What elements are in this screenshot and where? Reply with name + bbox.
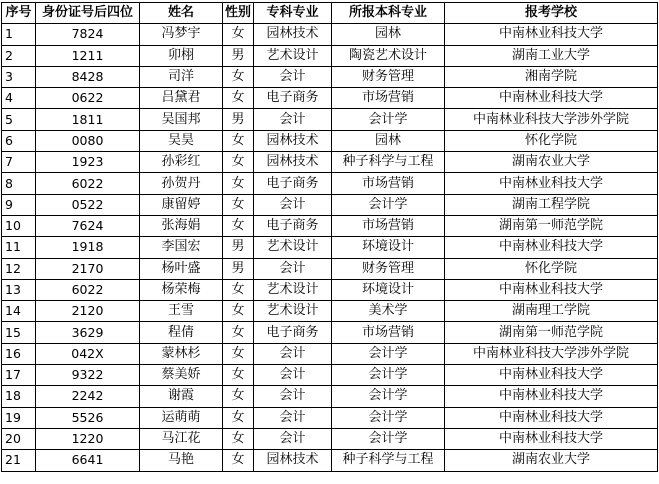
table-row [2, 24, 658, 45]
cell-college-major: 艺术设计 [254, 237, 332, 258]
cell-name: 杨叶盛 [140, 258, 223, 279]
table-header [2, 3, 658, 24]
cell-name: 吕黛君 [140, 88, 223, 109]
cell-gender: 女 [223, 301, 254, 322]
cell-name: 吴昊 [140, 130, 223, 151]
cell-school: 湖南农业大学 [445, 450, 658, 471]
cell-id-last4: 8428 [36, 66, 140, 87]
table-row [2, 386, 658, 407]
cell-gender: 男 [223, 258, 254, 279]
table-row [2, 365, 658, 386]
cell-id-last4: 0080 [36, 130, 140, 151]
cell-applied-major: 会计学 [332, 407, 445, 428]
cell-applied-major: 市场营销 [332, 215, 445, 236]
cell-seq: 15 [2, 322, 36, 343]
cell-school: 湖南工业大学 [445, 45, 658, 66]
cell-college-major: 电子商务 [254, 88, 332, 109]
cell-gender: 女 [223, 343, 254, 364]
cell-school: 中南林业科技大学 [445, 428, 658, 449]
cell-school: 怀化学院 [445, 258, 658, 279]
cell-school: 中南林业科技大学 [445, 279, 658, 300]
cell-college-major: 艺术设计 [254, 45, 332, 66]
cell-name: 蔡美娇 [140, 365, 223, 386]
cell-id-last4: 2170 [36, 258, 140, 279]
table-row [2, 173, 658, 194]
table-row [2, 301, 658, 322]
cell-gender: 男 [223, 45, 254, 66]
cell-gender: 女 [223, 173, 254, 194]
cell-seq: 6 [2, 130, 36, 151]
cell-school: 湘南学院 [445, 66, 658, 87]
cell-name: 冯梦宇 [140, 24, 223, 45]
table-body [2, 24, 658, 471]
table-row [2, 237, 658, 258]
cell-id-last4: 2242 [36, 386, 140, 407]
cell-school: 湖南第一师范学院 [445, 322, 658, 343]
cell-name: 蒙林杉 [140, 343, 223, 364]
cell-college-major: 电子商务 [254, 215, 332, 236]
cell-school: 中南林业科技大学涉外学院 [445, 109, 658, 130]
cell-applied-major: 财务管理 [332, 66, 445, 87]
table-row [2, 428, 658, 449]
cell-applied-major: 市场营销 [332, 88, 445, 109]
cell-id-last4: 0622 [36, 88, 140, 109]
cell-id-last4: 7624 [36, 215, 140, 236]
header-name: 姓名 [140, 3, 223, 24]
cell-name: 李国宏 [140, 237, 223, 258]
cell-applied-major: 美术学 [332, 301, 445, 322]
table-row [2, 88, 658, 109]
cell-seq: 12 [2, 258, 36, 279]
cell-name: 司洋 [140, 66, 223, 87]
cell-gender: 女 [223, 88, 254, 109]
table-row [2, 66, 658, 87]
cell-gender: 男 [223, 237, 254, 258]
cell-gender: 女 [223, 428, 254, 449]
cell-school: 中南林业科技大学 [445, 173, 658, 194]
cell-id-last4: 9322 [36, 365, 140, 386]
cell-college-major: 会计 [254, 258, 332, 279]
cell-name: 王雪 [140, 301, 223, 322]
table-row [2, 279, 658, 300]
cell-applied-major: 会计学 [332, 109, 445, 130]
cell-id-last4: 042X [36, 343, 140, 364]
student-table [1, 2, 658, 472]
cell-gender: 女 [223, 386, 254, 407]
cell-school: 中南林业科技大学 [445, 407, 658, 428]
cell-id-last4: 6641 [36, 450, 140, 471]
cell-applied-major: 财务管理 [332, 258, 445, 279]
cell-college-major: 会计 [254, 109, 332, 130]
table-row [2, 109, 658, 130]
table-row [2, 450, 658, 471]
cell-seq: 21 [2, 450, 36, 471]
cell-college-major: 园林技术 [254, 24, 332, 45]
cell-gender: 女 [223, 24, 254, 45]
cell-college-major: 电子商务 [254, 322, 332, 343]
cell-applied-major: 环境设计 [332, 279, 445, 300]
cell-school: 中南林业科技大学 [445, 24, 658, 45]
cell-name: 孙贺丹 [140, 173, 223, 194]
cell-applied-major: 种子科学与工程 [332, 450, 445, 471]
cell-seq: 20 [2, 428, 36, 449]
table-row [2, 152, 658, 173]
header-row [2, 3, 658, 24]
cell-applied-major: 会计学 [332, 194, 445, 215]
cell-school: 中南林业科技大学 [445, 365, 658, 386]
cell-seq: 18 [2, 386, 36, 407]
cell-id-last4: 1918 [36, 237, 140, 258]
cell-seq: 13 [2, 279, 36, 300]
header-seq: 序号 [2, 3, 36, 24]
cell-seq: 19 [2, 407, 36, 428]
cell-id-last4: 5526 [36, 407, 140, 428]
cell-gender: 女 [223, 450, 254, 471]
cell-id-last4: 2120 [36, 301, 140, 322]
cell-seq: 1 [2, 24, 36, 45]
cell-name: 康留婷 [140, 194, 223, 215]
cell-applied-major: 会计学 [332, 428, 445, 449]
cell-college-major: 园林技术 [254, 130, 332, 151]
header-id-last4: 身份证号后四位 [36, 3, 140, 24]
cell-gender: 女 [223, 194, 254, 215]
cell-id-last4: 6022 [36, 279, 140, 300]
cell-college-major: 艺术设计 [254, 279, 332, 300]
cell-seq: 14 [2, 301, 36, 322]
cell-applied-major: 会计学 [332, 365, 445, 386]
cell-applied-major: 园林 [332, 24, 445, 45]
header-gender: 性别 [223, 3, 254, 24]
cell-gender: 女 [223, 407, 254, 428]
cell-applied-major: 会计学 [332, 386, 445, 407]
cell-seq: 8 [2, 173, 36, 194]
cell-name: 谢霞 [140, 386, 223, 407]
table-row [2, 343, 658, 364]
cell-seq: 17 [2, 365, 36, 386]
header-school: 报考学校 [445, 3, 658, 24]
cell-gender: 女 [223, 322, 254, 343]
cell-school: 中南林业科技大学涉外学院 [445, 343, 658, 364]
cell-name: 吴国邦 [140, 109, 223, 130]
cell-id-last4: 3629 [36, 322, 140, 343]
cell-id-last4: 0522 [36, 194, 140, 215]
cell-applied-major: 市场营销 [332, 322, 445, 343]
cell-gender: 女 [223, 215, 254, 236]
cell-gender: 女 [223, 66, 254, 87]
cell-applied-major: 会计学 [332, 343, 445, 364]
cell-applied-major: 市场营销 [332, 173, 445, 194]
cell-college-major: 会计 [254, 194, 332, 215]
cell-school: 湖南理工学院 [445, 301, 658, 322]
cell-school: 湖南工程学院 [445, 194, 658, 215]
cell-gender: 女 [223, 279, 254, 300]
cell-school: 湖南农业大学 [445, 152, 658, 173]
cell-name: 马江花 [140, 428, 223, 449]
cell-college-major: 园林技术 [254, 152, 332, 173]
cell-name: 卯栩 [140, 45, 223, 66]
cell-name: 马艳 [140, 450, 223, 471]
cell-college-major: 会计 [254, 428, 332, 449]
cell-college-major: 会计 [254, 343, 332, 364]
cell-school: 中南林业科技大学 [445, 237, 658, 258]
table-row [2, 258, 658, 279]
cell-school: 湖南第一师范学院 [445, 215, 658, 236]
header-applied-major: 所报本科专业 [332, 3, 445, 24]
cell-name: 孙彩红 [140, 152, 223, 173]
cell-gender: 男 [223, 109, 254, 130]
cell-college-major: 会计 [254, 386, 332, 407]
cell-college-major: 会计 [254, 365, 332, 386]
cell-id-last4: 7824 [36, 24, 140, 45]
cell-name: 杨荣梅 [140, 279, 223, 300]
cell-gender: 女 [223, 130, 254, 151]
table-row [2, 322, 658, 343]
cell-applied-major: 陶瓷艺术设计 [332, 45, 445, 66]
cell-seq: 3 [2, 66, 36, 87]
cell-name: 程倩 [140, 322, 223, 343]
table-row [2, 407, 658, 428]
cell-applied-major: 种子科学与工程 [332, 152, 445, 173]
cell-seq: 7 [2, 152, 36, 173]
table-row [2, 130, 658, 151]
cell-seq: 5 [2, 109, 36, 130]
cell-school: 中南林业科技大学 [445, 88, 658, 109]
cell-seq: 2 [2, 45, 36, 66]
cell-seq: 4 [2, 88, 36, 109]
cell-applied-major: 环境设计 [332, 237, 445, 258]
cell-seq: 10 [2, 215, 36, 236]
cell-id-last4: 1220 [36, 428, 140, 449]
cell-id-last4: 1211 [36, 45, 140, 66]
cell-id-last4: 6022 [36, 173, 140, 194]
cell-school: 怀化学院 [445, 130, 658, 151]
cell-college-major: 艺术设计 [254, 301, 332, 322]
cell-id-last4: 1811 [36, 109, 140, 130]
table-row [2, 45, 658, 66]
cell-gender: 女 [223, 152, 254, 173]
cell-seq: 11 [2, 237, 36, 258]
cell-name: 张海娟 [140, 215, 223, 236]
cell-school: 中南林业科技大学 [445, 386, 658, 407]
cell-seq: 16 [2, 343, 36, 364]
cell-name: 运萌萌 [140, 407, 223, 428]
cell-college-major: 会计 [254, 66, 332, 87]
cell-college-major: 园林技术 [254, 450, 332, 471]
header-college-major: 专科专业 [254, 3, 332, 24]
cell-college-major: 会计 [254, 407, 332, 428]
table-row [2, 194, 658, 215]
cell-applied-major: 园林 [332, 130, 445, 151]
cell-id-last4: 1923 [36, 152, 140, 173]
cell-seq: 9 [2, 194, 36, 215]
cell-gender: 女 [223, 365, 254, 386]
table-row [2, 215, 658, 236]
cell-college-major: 电子商务 [254, 173, 332, 194]
